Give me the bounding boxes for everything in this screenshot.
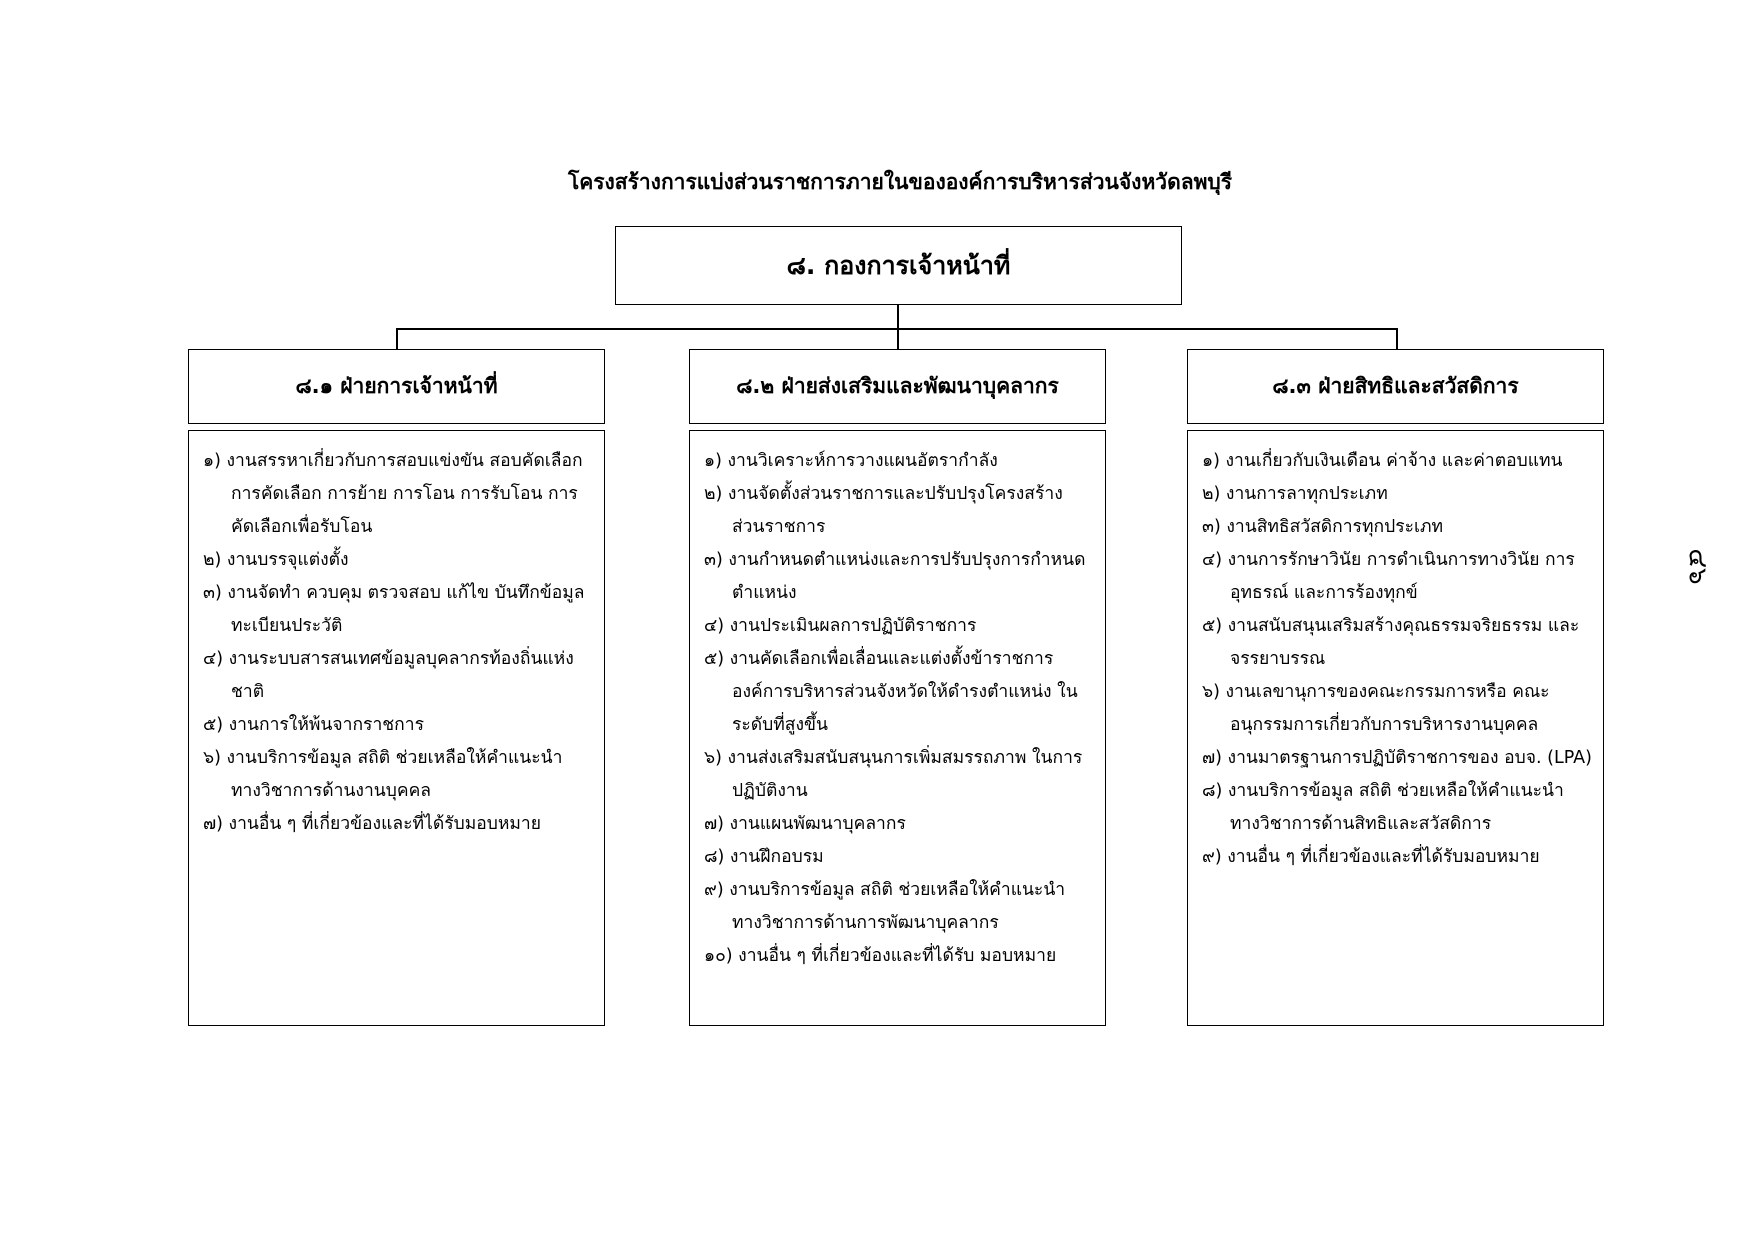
- page-number: ๔๖: [1682, 548, 1713, 585]
- section-1-content-box: [188, 430, 605, 1026]
- list-item: ๖) งานเลขานุการของคณะกรรมการหรือ คณะอนุกรรมการเกี่ยวกับการบริหารงานบุคคล: [1202, 682, 1550, 735]
- list-item: ๙) งานบริการข้อมูล สถิติ ช่วยเหลือให้คำแนะนำ ทางวิชาการด้านการพัฒนาบุคลากร: [704, 880, 1066, 933]
- main-unit-box: [615, 226, 1182, 305]
- list-item: ๖) งานส่งเสริมสนับสนุนการเพิ่มสมรรถภาพ ในการปฏิบัติงาน: [704, 748, 1083, 801]
- connector-vertical-main: [897, 305, 899, 329]
- list-item: ๗) งานแผนพัฒนาบุคลากร: [704, 814, 906, 834]
- section-1-heading: ๘.๑ ฝ่ายการเจ้าหน้าที่: [295, 374, 498, 398]
- list-item: ๓) งานสิทธิสวัสดิการทุกประเภท: [1202, 517, 1444, 537]
- list-item: ๑) งานสรรหาเกี่ยวกับการสอบแข่งขัน สอบคัดเลือก การคัดเลือก การย้าย การโอน การรับโอน การคัดเลือกเพื่อรับโอน: [203, 451, 583, 537]
- connector-vertical-left: [396, 328, 398, 349]
- list-item: ๑๐) งานอื่น ๆ ที่เกี่ยวข้องและที่ได้รับ มอบหมาย: [704, 946, 1057, 966]
- list-item: ๔) งานระบบสารสนเทศข้อมูลบุคลากรท้องถิ่นแห่งชาติ: [203, 649, 574, 702]
- list-item: ๙) งานอื่น ๆ ที่เกี่ยวข้องและที่ได้รับมอบหมาย: [1202, 847, 1540, 867]
- section-3-content-box: [1187, 430, 1604, 1026]
- section-2-item-list: [704, 445, 1095, 973]
- list-item: ๗) งานอื่น ๆ ที่เกี่ยวข้องและที่ได้รับมอบหมาย: [203, 814, 542, 834]
- section-2-heading: ๘.๒ ฝ่ายส่งเสริมและพัฒนาบุคลากร: [736, 374, 1059, 398]
- list-item: ๑) งานเกี่ยวกับเงินเดือน ค่าจ้าง และค่าตอบแทน: [1202, 451, 1563, 471]
- list-item: ๕) งานสนับสนุนเสริมสร้างคุณธรรมจริยธรรม และจรรยาบรรณ: [1202, 616, 1580, 669]
- section-1-heading-box: [188, 349, 605, 424]
- list-item: ๕) งานคัดเลือกเพื่อเลื่อนและแต่งตั้งข้าราชการ องค์การบริหารส่วนจังหวัดให้ดำรงตำแหน่ง ในระดับที่สูงขึ้น: [704, 649, 1078, 735]
- connector-vertical-center: [897, 328, 899, 349]
- list-item: ๑) งานวิเคราะห์การวางแผนอัตรากำลัง: [704, 451, 998, 471]
- list-item: ๒) งานจัดตั้งส่วนราชการและปรับปรุงโครงสร้าง ส่วนราชการ: [704, 484, 1063, 537]
- list-item: ๘) งานบริการข้อมูล สถิติ ช่วยเหลือให้คำแนะนำ ทางวิชาการด้านสิทธิและสวัสดิการ: [1202, 781, 1564, 834]
- list-item: ๓) งานจัดทำ ควบคุม ตรวจสอบ แก้ไข บันทึกข้อมูล ทะเบียนประวัติ: [203, 583, 585, 636]
- section-1-item-list: [203, 445, 594, 841]
- list-item: ๘) งานฝึกอบรม: [704, 847, 824, 867]
- section-2-content-box: [689, 430, 1106, 1026]
- list-item: ๒) งานการลาทุกประเภท: [1202, 484, 1388, 504]
- list-item: ๔) งานการรักษาวินัย การดำเนินการทางวินัย การอุทธรณ์ และการร้องทุกข์: [1202, 550, 1575, 603]
- page-title: โครงสร้างการแบ่งส่วนราชการภายในขององค์การบริหารส่วนจังหวัดลพบุรี: [567, 170, 1233, 194]
- list-item: ๓) งานกำหนดตำแหน่งและการปรับปรุงการกำหนด ตำแหน่ง: [704, 550, 1086, 603]
- list-item: ๒) งานบรรจุแต่งตั้ง: [203, 550, 349, 570]
- connector-vertical-right: [1396, 328, 1398, 349]
- section-3-heading: ๘.๓ ฝ่ายสิทธิและสวัสดิการ: [1272, 374, 1519, 398]
- section-2-heading-box: [689, 349, 1106, 424]
- list-item: ๔) งานประเมินผลการปฏิบัติราชการ: [704, 616, 977, 636]
- section-3-heading-box: [1187, 349, 1604, 424]
- section-3-item-list: [1202, 445, 1593, 874]
- list-item: ๕) งานการให้พ้นจากราชการ: [203, 715, 424, 735]
- list-item: ๗) งานมาตรฐานการปฏิบัติราชการของ อบจ. (LPA): [1202, 748, 1592, 768]
- list-item: ๖) งานบริการข้อมูล สถิติ ช่วยเหลือให้คำแนะนำ ทางวิชาการด้านงานบุคคล: [203, 748, 563, 801]
- main-unit-label: ๘. กองการเจ้าหน้าที่: [786, 250, 1011, 280]
